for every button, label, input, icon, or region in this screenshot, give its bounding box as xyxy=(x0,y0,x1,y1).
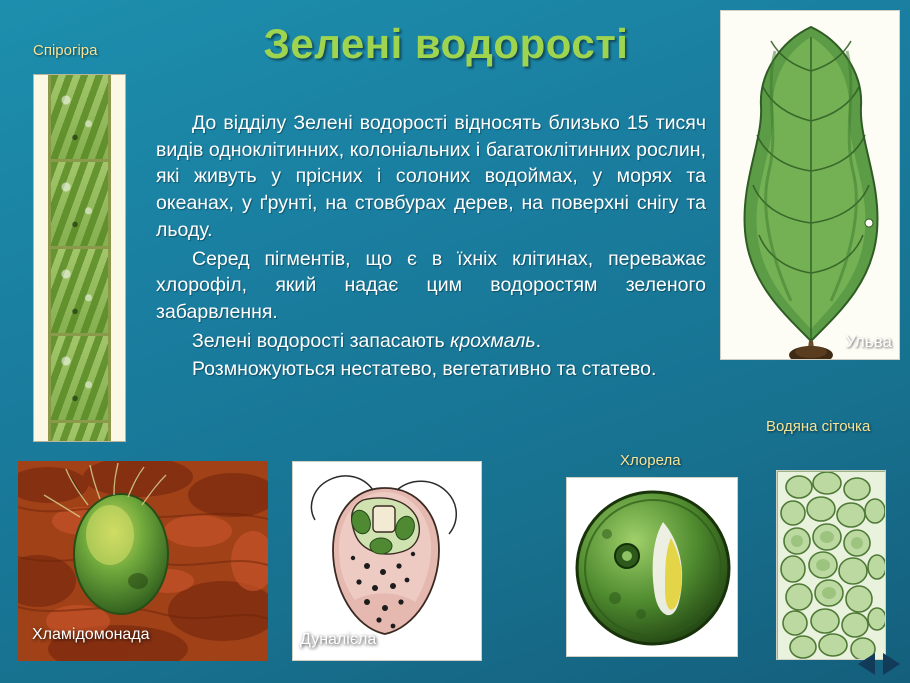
caption-chlorella: Хлорела xyxy=(620,452,681,469)
paragraph-1: До відділу Зелені водорості відносять близько 15 тисяч видів одноклітинних, колоніальних і багатоклітинних рослин, які живуть у прісних і солоних водоймах, у морях та океанах, у ґрунті, на стовбурах дерев, на поверхні снігу та льоду. xyxy=(156,112,706,241)
spirogyra-filament xyxy=(48,75,111,441)
spirogyra-cell xyxy=(51,75,108,162)
caption-ulva: Ульва xyxy=(845,332,892,351)
ulva-illustration xyxy=(721,11,900,360)
caption-hydrodictyon: Водяна сіточка xyxy=(766,418,871,435)
caption-chlamydomonas: Хламідомонада xyxy=(32,626,150,643)
caption-dunaliella: Дуналієла xyxy=(300,631,377,648)
image-hydrodictyon xyxy=(776,470,886,660)
image-ulva xyxy=(720,10,900,360)
next-slide-arrow-icon[interactable] xyxy=(883,653,900,675)
caption-spirogyra: Спірогіра xyxy=(33,42,98,59)
page-title: Зелені водорості xyxy=(263,20,629,67)
spirogyra-cell xyxy=(51,249,108,336)
chlorella-illustration xyxy=(567,478,738,657)
spirogyra-cell xyxy=(51,336,108,423)
spirogyra-cell xyxy=(51,423,108,442)
paragraph-3 xyxy=(156,328,706,355)
paragraph-4: Розмножуються нестатево, вегетативно та статево. xyxy=(192,358,657,381)
paragraph-3-plain: Зелені водорості запасають xyxy=(192,329,451,352)
image-chlorella xyxy=(566,477,738,657)
paragraph-2: Серед пігментів, що є в їхніх клітинах, переважає хлорофіл, який надає цим водоростям зеленого забарвлення. xyxy=(156,247,706,323)
slide-navigation[interactable] xyxy=(858,653,900,675)
hydrodictyon-illustration xyxy=(777,471,886,660)
paragraph-3-italic-term: крохмаль xyxy=(450,329,536,352)
spirogyra-cell xyxy=(51,162,108,249)
paragraph-3-tail: . xyxy=(535,329,541,352)
image-spirogyra xyxy=(33,74,126,442)
prev-slide-arrow-icon[interactable] xyxy=(858,653,875,675)
slide-body-text xyxy=(156,110,706,383)
